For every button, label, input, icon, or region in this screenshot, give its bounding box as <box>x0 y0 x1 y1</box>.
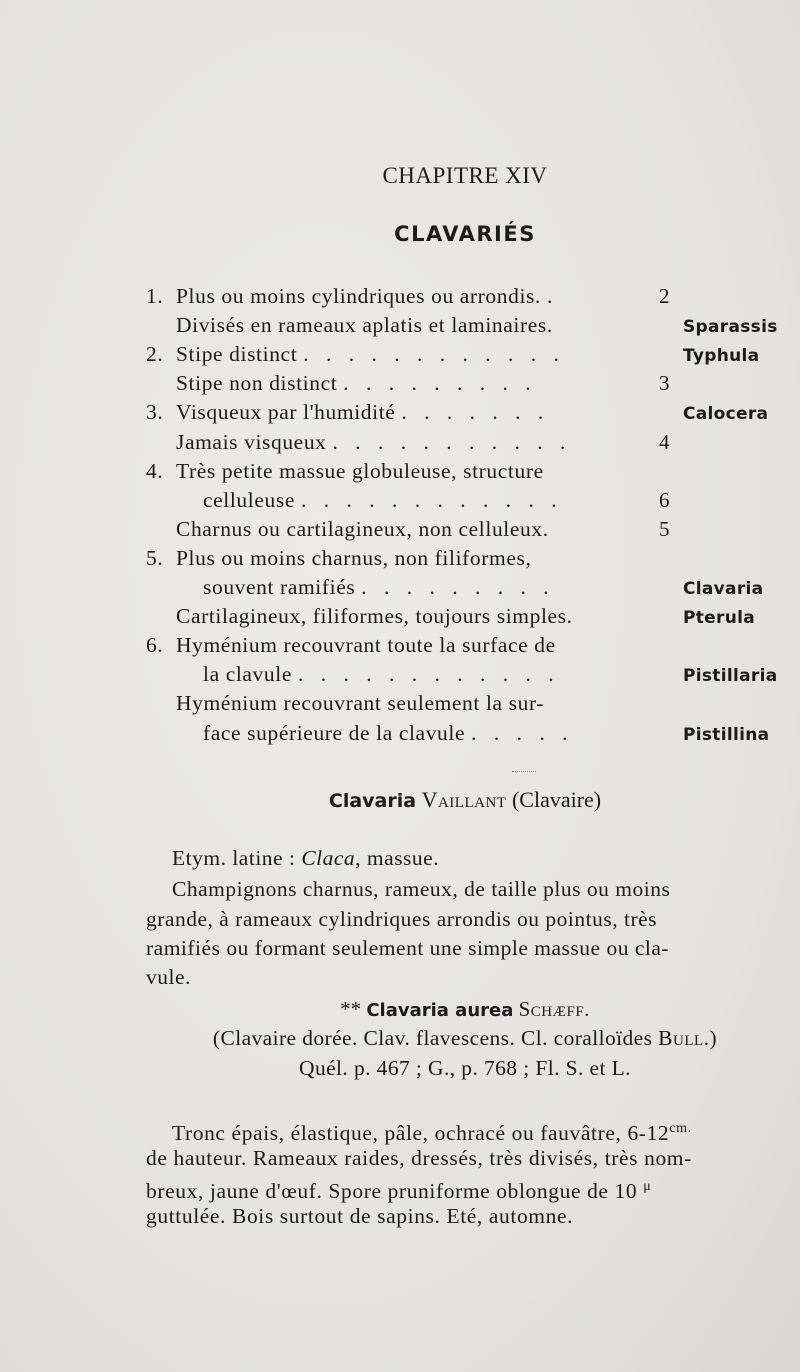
genus-description-line: Champignons charnus, rameux, de taille plus ou moins <box>172 877 671 901</box>
key-text <box>203 659 560 689</box>
key-number: 5. <box>146 546 164 570</box>
key-number: 3. <box>146 400 164 424</box>
key-text-content: Hyménium recouvrant toute la surface de <box>176 633 556 657</box>
desc-sup: μ <box>643 1179 652 1194</box>
key-line <box>146 572 646 602</box>
species-synonyms <box>0 1026 800 1051</box>
key-number: 2. <box>146 342 164 366</box>
key-line <box>146 718 646 748</box>
key-text <box>176 543 531 573</box>
section-title: CLAVARIÉS <box>394 222 536 246</box>
species-name: Clavaria aurea <box>366 1000 514 1021</box>
key-text <box>176 688 544 718</box>
key-text <box>176 310 553 340</box>
etymology-prefix: Etym. latine : <box>172 846 302 870</box>
section-divider <box>512 771 536 772</box>
species-description-line <box>146 1143 692 1173</box>
key-step-result: 3 <box>659 371 670 395</box>
key-text <box>203 718 573 748</box>
key-text-content: Très petite massue globuleuse, structure <box>176 459 544 483</box>
synonyms-author: Bull. <box>658 1026 710 1050</box>
key-genus-result: Clavaria <box>683 579 764 599</box>
key-text-content: Divisés en rameaux aplatis et laminaires. <box>176 313 553 337</box>
etymology <box>172 843 439 873</box>
genus-description-line: grande, à rameaux cylindriques arrondis ou pointus, très <box>146 907 658 931</box>
genus-name: Clavaria <box>328 790 417 812</box>
key-leader-dots: . . . . . . . <box>401 400 550 424</box>
key-line <box>146 397 646 427</box>
key-line <box>146 456 646 486</box>
key-leader-dots: . . . . . . . . . <box>343 371 537 395</box>
genus-description-line: ramifiés ou formant seulement une simple massue ou cla- <box>146 936 670 960</box>
key-text <box>176 630 556 660</box>
key-leader-dots: . . . . . . . . . . . . <box>303 342 565 366</box>
key-genus-result: Calocera <box>683 404 769 424</box>
species-mark: ** <box>340 997 362 1021</box>
key-text-content: Plus ou moins cylindriques ou arrondis. <box>176 284 541 308</box>
key-line <box>146 310 646 340</box>
key-leader-dots: . . . . . . . . . . . . <box>297 662 560 686</box>
key-text <box>176 281 558 311</box>
key-number: 6. <box>146 633 164 657</box>
key-step-result: 4 <box>659 430 670 454</box>
genus-description-line: vule. <box>146 965 191 989</box>
key-text-content: Jamais visqueux <box>176 430 327 454</box>
key-leader-dots: . . . . . . . . . . . . <box>300 488 563 512</box>
key-number: 1. <box>146 284 164 308</box>
genus-heading <box>0 787 800 813</box>
key-leader-dots: . . . . . <box>471 721 574 745</box>
key-line <box>146 339 646 369</box>
key-text <box>176 427 571 457</box>
key-genus-result: Pistillina <box>683 725 770 745</box>
key-step-result: 5 <box>659 517 670 541</box>
key-step-result: 2 <box>659 284 670 308</box>
species-references: Quél. p. 467 ; G., p. 768 ; Fl. S. et L. <box>299 1056 631 1080</box>
key-text-content: Plus ou moins charnus, non filiformes, <box>176 546 532 570</box>
key-line <box>146 688 646 718</box>
genus-author: Vaillant <box>421 787 507 812</box>
key-text <box>176 368 537 398</box>
key-leader-dots: . . . . . . . . . . . <box>332 430 572 454</box>
key-line <box>146 281 646 311</box>
species-author: Schæff. <box>518 997 590 1021</box>
key-text <box>203 485 563 515</box>
etymology-word: Claca, <box>301 846 362 870</box>
genus-vernacular: (Clavaire) <box>511 787 602 812</box>
desc-text: guttulée. Bois surtout de sapins. Eté, automne. <box>146 1204 574 1228</box>
key-step-result: 6 <box>659 488 670 512</box>
key-text-content: Charnus ou cartilagineux, non celluleux. <box>176 517 549 541</box>
key-leader-dots: . . . . . . . . . <box>361 575 555 599</box>
key-text-content: celluleuse <box>203 488 295 512</box>
key-line <box>146 427 646 457</box>
key-text-content: Stipe distinct <box>176 342 298 366</box>
key-line <box>146 485 646 515</box>
key-genus-result: Pistillaria <box>683 666 778 686</box>
key-leader-dots: . <box>546 284 559 308</box>
synonyms-close: ) <box>709 1026 718 1050</box>
key-genus-result: Typhula <box>683 346 760 366</box>
key-line <box>146 514 646 544</box>
key-line <box>146 630 646 660</box>
key-line <box>146 659 646 689</box>
synonyms-text: (Clavaire dorée. Clav. flavescens. Cl. coralloïdes <box>212 1026 659 1050</box>
key-text <box>176 601 573 631</box>
key-text <box>176 397 549 427</box>
desc-sup: cm. <box>669 1121 692 1136</box>
desc-text: Tronc épais, élastique, pâle, ochracé ou fauvâtre, 6-12 <box>172 1121 670 1146</box>
key-genus-result: Pterula <box>683 608 756 628</box>
key-text-content: Hyménium recouvrant seulement la sur- <box>176 691 545 715</box>
key-text <box>203 572 555 602</box>
chapter-title: CHAPITRE XIV <box>382 163 548 188</box>
key-genus-result: Sparassis <box>683 317 778 337</box>
desc-text: breux, jaune d'œuf. Spore pruniforme oblongue de 10 <box>146 1179 644 1204</box>
key-line <box>146 368 646 398</box>
etymology-suffix: massue. <box>361 846 440 870</box>
key-text-content: Cartilagineux, filiformes, toujours simples. <box>176 604 573 628</box>
key-line <box>146 543 646 573</box>
key-text-content: Visqueux par l'humidité <box>176 400 396 424</box>
desc-text: de hauteur. Rameaux raides, dressés, très divisés, très nom- <box>146 1146 692 1170</box>
species-description-line <box>146 1201 573 1231</box>
species-heading <box>0 997 800 1022</box>
key-text-content: souvent ramifiés <box>203 575 356 599</box>
key-text-content: la clavule <box>203 662 292 686</box>
key-text <box>176 456 544 486</box>
key-text <box>176 514 549 544</box>
key-number: 4. <box>146 459 164 483</box>
key-text-content: Stipe non distinct <box>176 371 338 395</box>
key-text-content: face supérieure de la clavule <box>203 721 466 745</box>
key-line <box>146 601 646 631</box>
key-text <box>176 339 565 369</box>
